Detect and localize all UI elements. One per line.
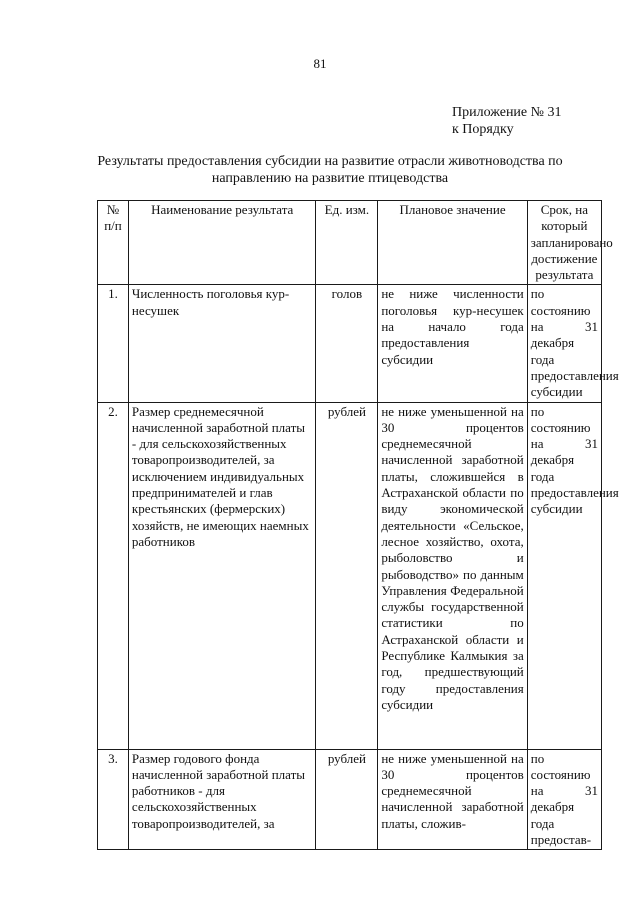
cell-term: по состоянию на 31 декабря года предоставления субсидии [527,285,601,402]
cell-plan: не ниже уменьшенной на 30 процентов среднемесячной начисленной заработной платы, сложившейся в Астраханской области по виду экономической деятельности «Сельское, лесное хозяйство, охота, рыболовство и рыбоводство» по данным Управления Федеральной службы государственной статистики по Астраханской области и Республике Калмыкия за год, предшествующий году предоставления субсидии [378,402,527,749]
header-unit: Ед. изм. [316,201,378,285]
cell-name: Численность поголовья кур-несушек [128,285,316,402]
page-number: 81 [313,56,327,71]
header-name: Наименование результата [128,201,316,285]
cell-num: 1. [98,285,129,402]
header-plan: Плановое значение [378,201,527,285]
cell-num: 2. [98,402,129,749]
cell-name: Размер среднемесячной начисленной заработной платы - для сельскохозяйственных товаропроизводителей, за исключением индивидуальных предпринимателей и глав крестьянских (фермерских) хозяйств, не имеющих наемных работников [128,402,316,749]
cell-term: по состоянию на 31 декабря года предоставления субсидии [527,402,601,749]
cell-plan: не ниже численности поголовья кур-несушек на начало года предоставления субсидии [378,285,527,402]
cell-unit: рублей [316,749,378,850]
cell-unit: рублей [316,402,378,749]
header-num: № п/п [98,201,129,285]
table-row [98,749,602,850]
appendix-line: к Порядку [452,122,514,137]
table-row [98,285,602,402]
title-line: направлению на развитие птицеводства [211,171,449,186]
table-row [98,402,602,749]
cell-name: Размер годового фонда начисленной заработной платы работников - для сельскохозяйственных товаропроизводителей, за [128,749,316,850]
cell-term: по состоянию на 31 декабря года предостав- [527,749,601,850]
document-title [60,153,600,187]
cell-num: 3. [98,749,129,850]
header-term: Срок, на который запланировано достижение результата [527,201,601,285]
appendix-line: Приложение № 31 [452,105,562,120]
cell-plan: не ниже уменьшенной на 30 процентов среднемесячной начисленной заработной платы, сложив- [378,749,527,850]
results-table [97,200,619,850]
appendix-reference [452,104,562,138]
title-line: Результаты предоставления субсидии на развитие отрасли животноводства по [97,154,563,169]
table-header-row [98,201,602,285]
cell-unit: голов [316,285,378,402]
